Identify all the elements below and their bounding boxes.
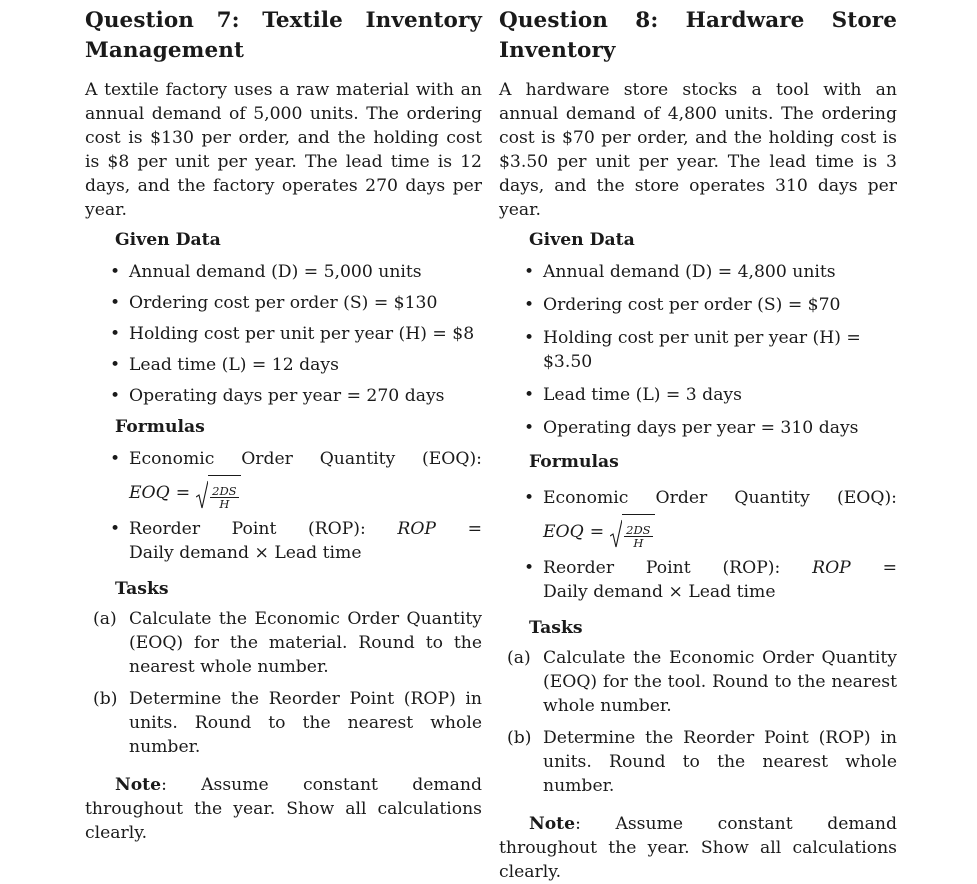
bullet-icon: • xyxy=(524,328,535,348)
q7-given-list xyxy=(85,260,482,408)
q8-given-item: • Ordering cost per order (S) = $70 xyxy=(524,295,841,315)
q8-given-heading: Given Data xyxy=(529,230,635,250)
q7-formulas-heading: Formulas xyxy=(115,417,205,437)
sqrt-icon: $\frac{2DS}{H}$ xyxy=(610,514,654,549)
q8-formula-rop xyxy=(499,556,897,604)
q7-tasks-list xyxy=(85,607,482,759)
bullet-icon: • xyxy=(110,324,121,344)
q7-given-item: • Ordering cost per order (S) = $130 xyxy=(110,293,438,313)
bullet-icon: • xyxy=(524,262,535,282)
q8-title: Question 8: Hardware Store Inventory xyxy=(499,8,897,63)
bullet-icon: • xyxy=(110,262,121,282)
question-7-column xyxy=(85,6,482,845)
q8-given-item: • Operating days per year = 310 days xyxy=(524,418,859,438)
bullet-icon: • xyxy=(110,293,121,313)
bullet-icon: • xyxy=(524,295,535,315)
bullet-icon: • xyxy=(110,449,121,469)
q7-given-item: • Holding cost per unit per year (H) = $8 xyxy=(110,324,475,344)
sqrt-icon: $\frac{2DS}{H}$ xyxy=(196,475,240,510)
q8-intro: A hardware store stocks a tool with an annual demand of 4,800 units. The ordering cost is $70 per order, and the holding cost is $3.50 per unit per year. The lead time is 3 days, and the store operates 310 days per year. xyxy=(499,80,897,220)
q8-formulas-list xyxy=(499,486,897,604)
q8-eoq-label: Economic Order Quantity (EOQ): xyxy=(543,488,897,508)
q7-intro: A textile factory uses a raw material with an annual demand of 5,000 units. The ordering cost is $130 per order, and the holding cost is $8 per unit per year. The lead time is 12 days, and the factory operates 270 days per year. xyxy=(85,80,482,220)
bullet-icon: • xyxy=(524,558,535,578)
q8-given-item: • Annual demand (D) = 4,800 units xyxy=(524,262,836,282)
q7-rop-label: Reorder Point (ROP): ROP = xyxy=(129,519,482,539)
q8-note: Note: Assume constant demand throughout the year. Show all calculations clearly. xyxy=(499,814,897,882)
q8-given-item: • Holding cost per unit per year (H) = $3.50 xyxy=(524,328,861,372)
q7-tasks-heading: Tasks xyxy=(115,579,169,599)
q7-rop-rhs: Daily demand × Lead time xyxy=(129,543,362,563)
q7-title: Question 7: Textile Inventory Management xyxy=(85,8,482,63)
q8-formulas-heading: Formulas xyxy=(529,452,619,472)
bullet-icon: • xyxy=(110,519,121,539)
q7-given-item: • Operating days per year = 270 days xyxy=(110,386,445,406)
q7-given-item: • Lead time (L) = 12 days xyxy=(110,355,339,375)
q8-task-item: (b) Determine the Reorder Point (ROP) in units. Round to the nearest whole number. xyxy=(507,728,897,796)
question-8-column xyxy=(499,6,897,884)
q7-task-item: (b) Determine the Reorder Point (ROP) in units. Round to the nearest whole number. xyxy=(93,689,482,757)
q7-eoq-label: Economic Order Quantity (EOQ): xyxy=(129,449,482,469)
q8-tasks-list xyxy=(499,646,897,798)
q8-rop-label: Reorder Point (ROP): ROP = xyxy=(543,558,897,578)
q7-given-heading: Given Data xyxy=(115,230,221,250)
q8-tasks-heading: Tasks xyxy=(529,618,583,638)
bullet-icon: • xyxy=(110,386,121,406)
q8-formula-eoq xyxy=(499,486,897,549)
q7-formula-eoq xyxy=(85,447,482,510)
q7-note: Note: Assume constant demand throughout the year. Show all calculations clearly. xyxy=(85,775,482,843)
q7-formulas-list xyxy=(85,447,482,565)
q7-eoq-expression: EOQ = $\frac{2DS}{H}$ xyxy=(129,475,482,510)
bullet-icon: • xyxy=(524,385,535,405)
bullet-icon: • xyxy=(524,488,535,508)
q8-given-item: • Lead time (L) = 3 days xyxy=(524,385,742,405)
q8-task-item: (a) Calculate the Economic Order Quantity (EOQ) for the tool. Round to the nearest whole number. xyxy=(507,648,897,716)
bullet-icon: • xyxy=(110,355,121,375)
q8-rop-rhs: Daily demand × Lead time xyxy=(543,582,776,602)
q8-eoq-expression: EOQ = $\frac{2DS}{H}$ xyxy=(543,514,897,549)
q7-given-item: • Annual demand (D) = 5,000 units xyxy=(110,262,422,282)
q7-task-item: (a) Calculate the Economic Order Quantity (EOQ) for the material. Round to the nearest whole number. xyxy=(93,609,482,677)
bullet-icon: • xyxy=(524,418,535,438)
q8-given-list xyxy=(499,260,897,440)
q7-formula-rop xyxy=(85,517,482,565)
